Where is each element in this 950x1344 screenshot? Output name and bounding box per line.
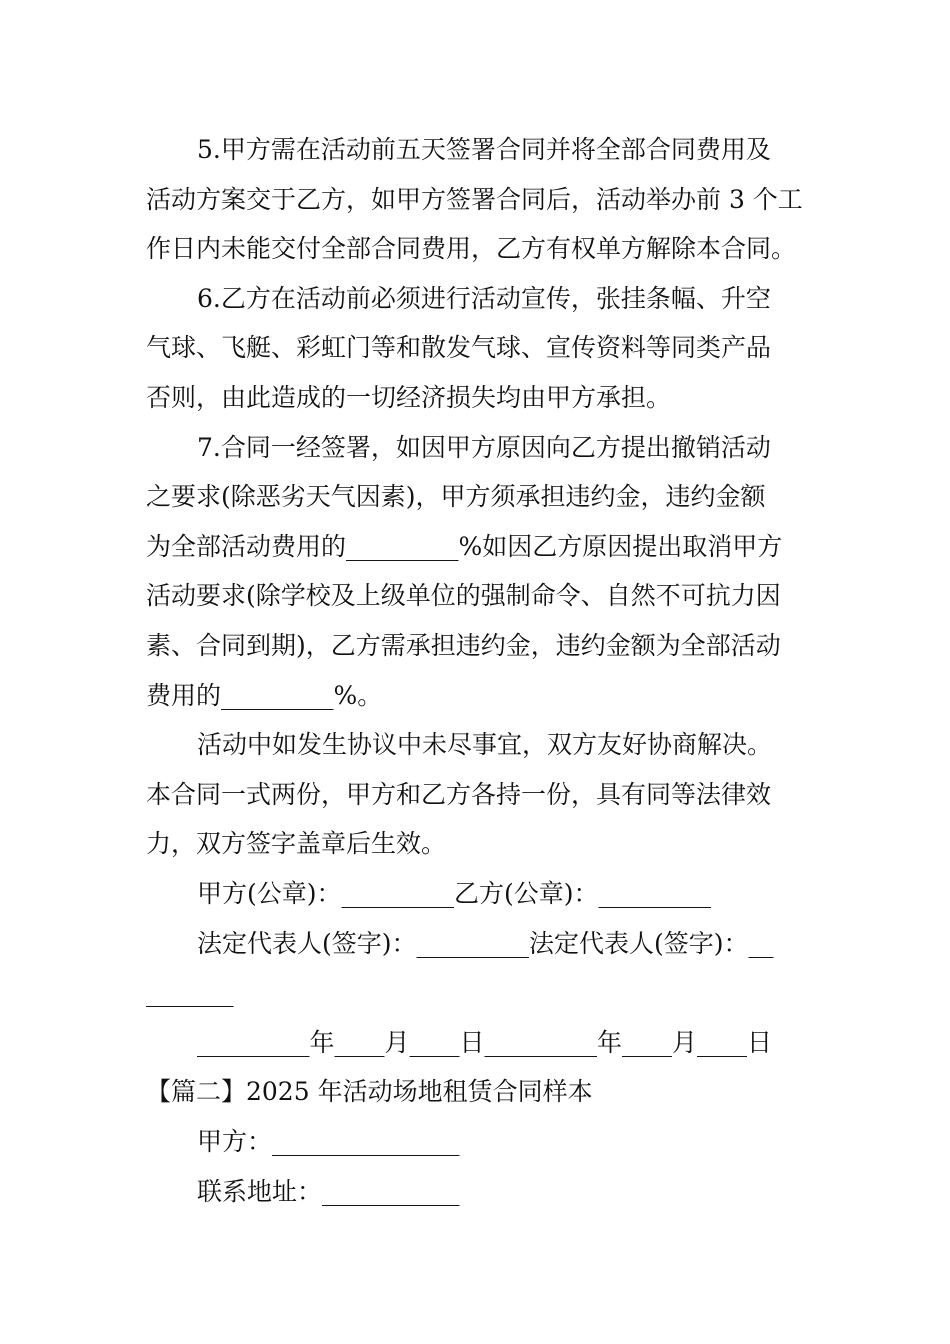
date-line: _________年____月____日_________年____月____日 — [197, 1028, 773, 1057]
paragraph-6-line-2: 气球、飞艇、彩虹门等和散发气球、宣传资料等同类产品 — [146, 333, 772, 362]
paragraph-7-line-6: 费用的_________%。 — [146, 681, 383, 710]
closing-paragraph-line-2: 本合同一式两份，甲方和乙方各持一份，具有同等法律效 — [146, 780, 772, 809]
contact-address-line: 联系地址：___________ — [197, 1177, 460, 1206]
paragraph-5-line-2: 活动方案交于乙方，如甲方签署合同后，活动举办前 3 个工 — [146, 185, 803, 214]
paragraph-7-line-1: 7.合同一经签署，如因甲方原因向乙方提出撤销活动 — [197, 433, 771, 462]
paragraph-5-line-3: 作日内未能交付全部合同费用，乙方有权单方解除本合同。 — [146, 234, 797, 263]
closing-paragraph-line-1: 活动中如发生协议中未尽事宜，双方友好协商解决。 — [197, 730, 773, 759]
paragraph-7-line-5: 素、合同到期)，乙方需承担违约金，违约金额为全部活动 — [146, 631, 781, 660]
paragraph-7-line-4: 活动要求(除学校及上级单位的强制命令、自然不可抗力因 — [146, 581, 781, 610]
closing-paragraph-line-3: 力，双方签字盖章后生效。 — [146, 829, 447, 858]
paragraph-7-line-3: 为全部活动费用的_________%如因乙方原因提出取消甲方 — [146, 532, 783, 561]
party-a-line: 甲方：_______________ — [197, 1127, 460, 1156]
seal-signature-line: 甲方(公章)：_________乙方(公章)：_________ — [197, 879, 712, 908]
paragraph-5-line-1: 5.甲方需在活动前五天签署合同并将全部合同费用及 — [197, 135, 771, 164]
section-heading: 【篇二】2025 年活动场地租赁合同样本 — [146, 1077, 593, 1106]
representative-signature-continuation: _______ — [146, 978, 234, 1007]
paragraph-6-line-1: 6.乙方在活动前必须进行活动宣传，张挂条幅、升空 — [197, 284, 771, 313]
paragraph-6-line-3: 否则，由此造成的一切经济损失均由甲方承担。 — [146, 383, 672, 412]
representative-signature-line: 法定代表人(签字)：_________法定代表人(签字)：__ — [197, 929, 774, 958]
paragraph-7-line-2: 之要求(除恶劣天气因素)，甲方须承担违约金，违约金额 — [146, 482, 766, 511]
